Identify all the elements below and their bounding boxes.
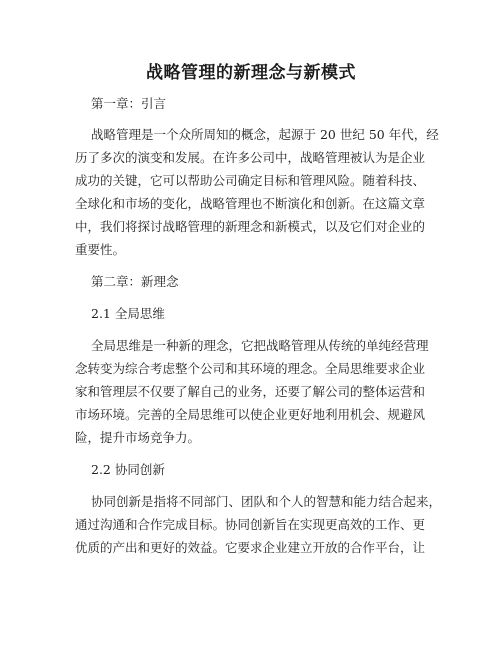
section-2-1-line: 家和管理层不仅要了解自己的业务，还要了解公司的整体运营和	[75, 384, 426, 399]
chapter-1-line: 中，我们将探讨战略管理的新理念和新模式，以及它们对企业的	[75, 219, 426, 234]
chapter-1-heading: 第一章：引言	[91, 96, 167, 111]
chapter-1-line: 成功的关键，它可以帮助公司确定目标和管理风险。随着科技、	[75, 173, 426, 188]
document-title: 战略管理的新理念与新模式	[146, 63, 356, 83]
section-2-1-line: 市场环境。完善的全局思维可以使企业更好地利用机会、规避风	[75, 407, 426, 422]
section-2-2-line: 协同创新是指将不同部门、团队和个人的智慧和能力结合起来，	[91, 494, 442, 509]
section-2-1-line: 念转变为综合考虑整个公司和其环境的理念。全局思维要求企业	[75, 361, 426, 376]
section-2-2-line: 通过沟通和合作完成目标。协同创新旨在实现更高效的工作、更	[75, 517, 426, 532]
chapter-1-line: 战略管理是一个众所周知的概念，起源于 20 世纪 50 年代，经	[91, 127, 439, 142]
section-2-2-heading: 2.2 协同创新	[91, 462, 165, 477]
section-2-1-line: 险，提升市场竞争力。	[75, 430, 201, 445]
chapter-2-heading: 第二章：新理念	[91, 274, 179, 289]
section-2-1-line: 全局思维是一种新的理念，它把战略管理从传统的单纯经营理	[91, 338, 429, 353]
chapter-1-line: 重要性。	[75, 242, 126, 257]
section-2-2-line: 优质的产出和更好的效益。它要求企业建立开放的合作平台，让	[75, 540, 426, 555]
chapter-1-line: 历了多次的演变和发展。在许多公司中，战略管理被认为是企业	[75, 150, 426, 165]
chapter-1-line: 全球化和市场的变化，战略管理也不断演化和创新。在这篇文章	[75, 196, 426, 211]
section-2-1-heading: 2.1 全局思维	[91, 306, 165, 321]
